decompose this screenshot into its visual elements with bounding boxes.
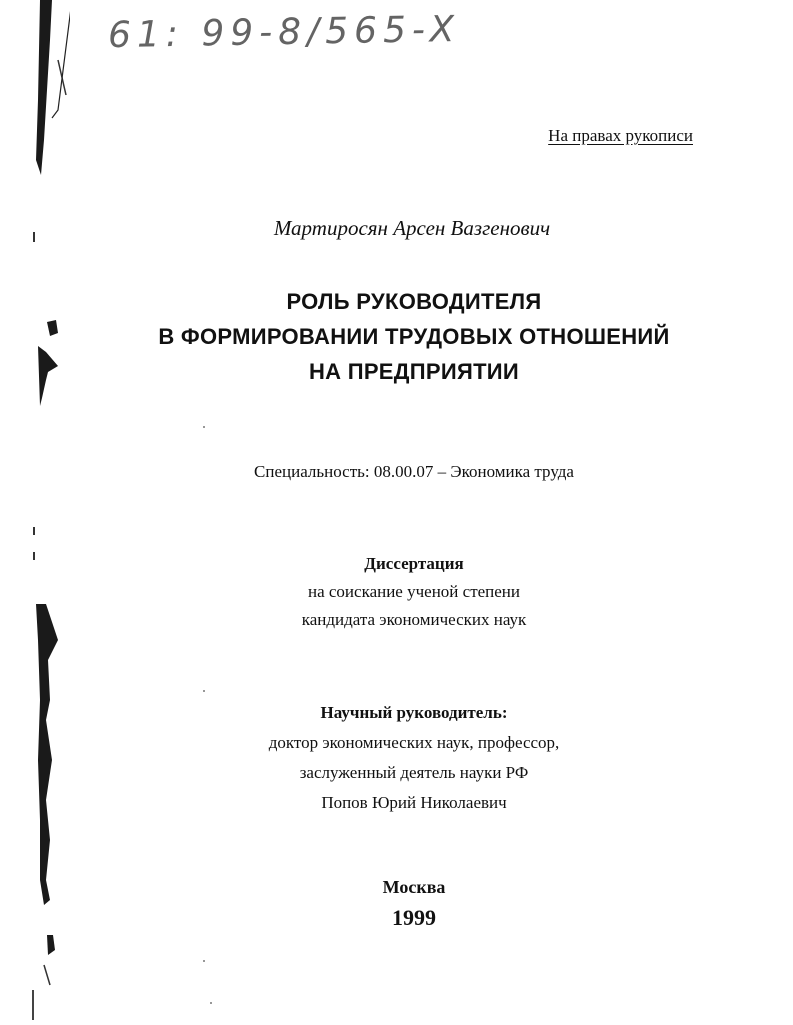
manuscript-rights-note: На правах рукописи: [548, 126, 693, 145]
scan-speck-2: [203, 690, 205, 692]
edge-mark-2: [33, 527, 35, 535]
edge-stroke-bottom: [44, 965, 50, 985]
degree-line-2: кандидата экономических наук: [301, 610, 527, 629]
degree-line-1: на соискание ученой степени: [307, 582, 521, 601]
binding-shadow-top: [36, 0, 52, 175]
scan-speck-4: [210, 1002, 212, 1004]
archive-number-handwritten: 61: 99-8/565-X: [107, 8, 461, 57]
scan-edge-artifacts: [0, 0, 70, 1025]
degree-block: [0, 550, 793, 634]
binding-stroke-long: [52, 0, 70, 118]
supervisor-name: Попов Юрий Николаевич: [321, 793, 507, 812]
supervisor-degree: доктор экономических наук, профессор,: [268, 733, 560, 752]
scan-speck-3: [203, 960, 205, 962]
supervisor-title: заслуженный деятель науки РФ: [299, 763, 529, 782]
city: Москва: [382, 877, 446, 897]
scan-speck-1: [203, 426, 205, 428]
edge-blot-3: [47, 935, 55, 955]
supervisor-label: Научный руководитель:: [320, 703, 508, 722]
title-line-3: НА ПРЕДПРИЯТИИ: [308, 359, 520, 384]
specialty-line: Специальность: 08.00.07 – Экономика труда: [254, 462, 574, 481]
degree-label: Диссертация: [364, 554, 464, 573]
title-line-2: В ФОРМИРОВАНИИ ТРУДОВЫХ ОТНОШЕНИЙ: [158, 324, 670, 349]
dissertation-title: [0, 284, 793, 389]
edge-mark-4: [32, 990, 34, 1020]
title-line-1: РОЛЬ РУКОВОДИТЕЛЯ: [286, 289, 542, 314]
supervisor-block: [0, 698, 793, 818]
year: 1999: [392, 905, 436, 930]
author-name: Мартиросян Арсен Вазгенович: [273, 216, 551, 240]
